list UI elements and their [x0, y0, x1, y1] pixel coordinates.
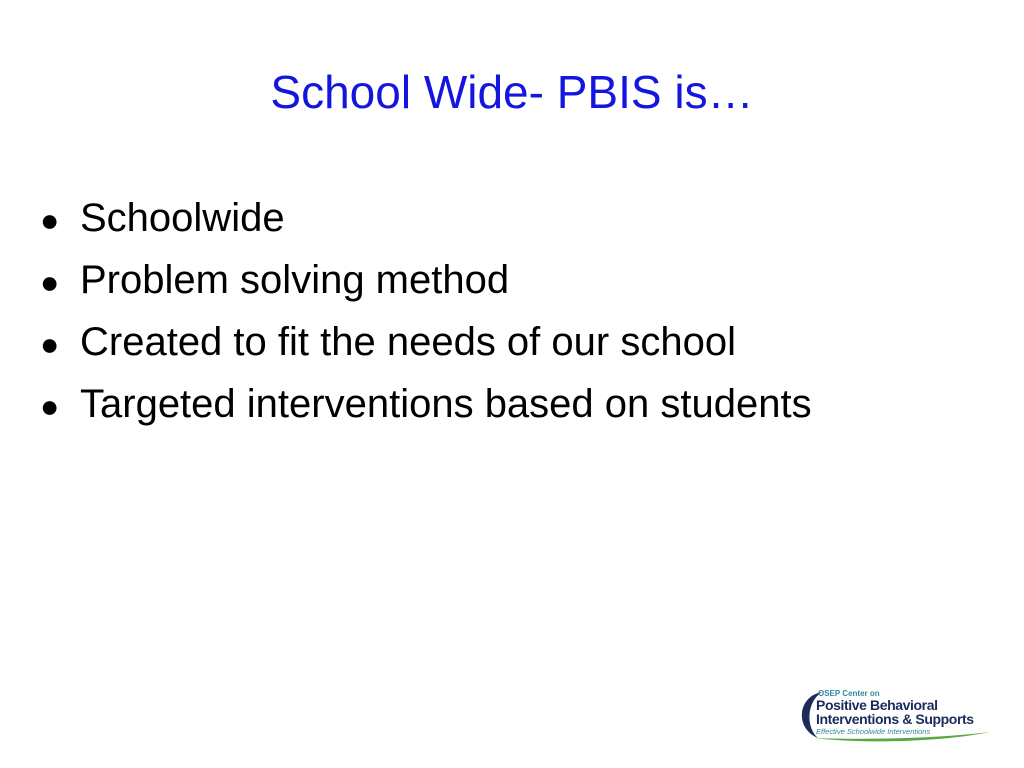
bullet-item	[40, 249, 1000, 311]
logo-osep-text: OSEP Center on	[818, 689, 880, 698]
bullet-item	[40, 373, 1000, 435]
bullet-dot-icon: ●	[40, 202, 60, 238]
logo-line-2: Interventions & Supports	[816, 711, 974, 727]
bullet-item	[40, 187, 1000, 249]
bullet-list	[40, 187, 1000, 435]
bullet-dot-icon: ●	[40, 388, 60, 424]
logo-line-1: Positive Behavioral	[816, 697, 938, 713]
bullet-dot-icon: ●	[40, 326, 60, 362]
bullet-text: Problem solving method	[80, 258, 510, 302]
logo-tagline: Effective Schoolwide Interventions	[816, 727, 931, 736]
bullet-text: Created to fit the needs of our school	[80, 320, 736, 364]
bullet-text: Schoolwide	[80, 196, 285, 240]
bullet-text: Targeted interventions based on students	[80, 382, 812, 426]
bullet-dot-icon: ●	[40, 264, 60, 300]
pbis-logo	[792, 688, 992, 744]
bullet-item	[40, 311, 1000, 373]
slide-title: School Wide- PBIS is…	[270, 66, 754, 118]
